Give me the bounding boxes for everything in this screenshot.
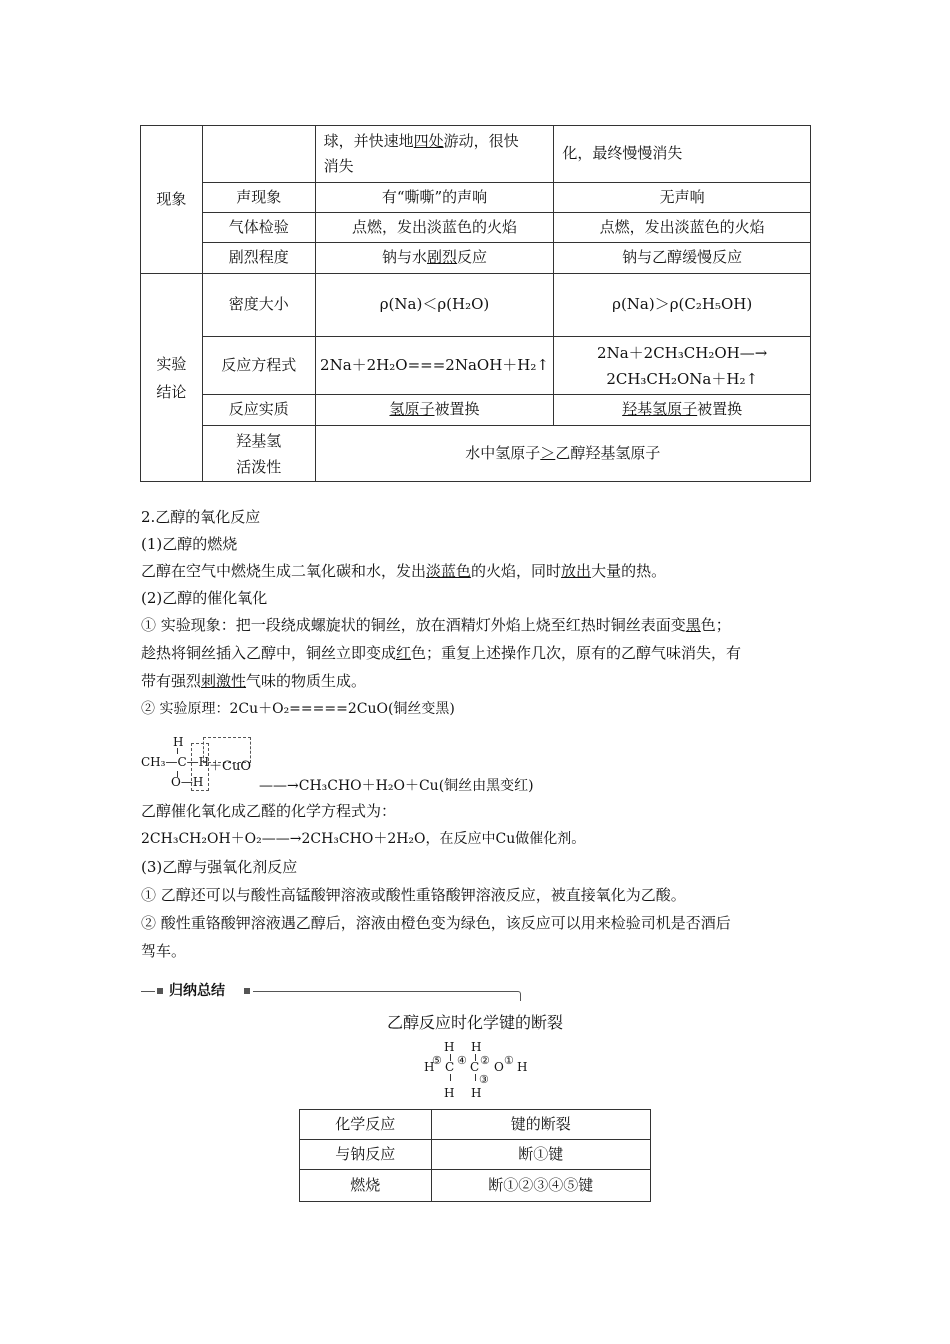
water-equation: 2Na＋2H₂O===2NaOH＋H₂↑ bbox=[315, 337, 554, 395]
bond-5-label: ⑤ bbox=[432, 1054, 442, 1067]
c-atom: C bbox=[470, 1060, 480, 1074]
principle-text: ② 实验原理：2Cu＋O₂=====2CuO(铜丝变黑) bbox=[141, 701, 455, 717]
ethanol-molecule bbox=[420, 1040, 540, 1102]
row-label: 羟基氢 活泼性 bbox=[202, 426, 315, 482]
bond-breaking-title: 乙醇反应时化学键的断裂 bbox=[386, 1013, 563, 1032]
h-atom: H bbox=[424, 1060, 435, 1074]
experiment-text: ① 实验现象：把一段绕成螺旋状的铜丝，放在酒精灯外焰上烧至红热时铜丝表面变黑色； bbox=[141, 616, 731, 634]
c-atom: C bbox=[445, 1060, 455, 1074]
bond-line bbox=[475, 1074, 476, 1081]
ethanol-cell: ρ(Na)＞ρ(C₂H₅OH) bbox=[554, 274, 811, 337]
bond-1-label: ① bbox=[504, 1054, 514, 1067]
sodium-water-motion: 球，并快速地四处游动，很快 消失 bbox=[315, 126, 554, 183]
product-text: ——→CH₃CHO＋H₂O＋Cu(铜丝由黑变红) bbox=[259, 778, 534, 794]
bond-line bbox=[450, 1074, 451, 1081]
ethanol-cell: 点燃，发出淡蓝色的火焰 bbox=[554, 213, 811, 243]
cuo-reagent: ＋CuO bbox=[209, 759, 251, 774]
water-cell: 氢原子被置换 bbox=[315, 395, 554, 426]
catalytic-equation: 2CH₃CH₂OH＋O₂——→2CH₃CHO＋2H₂O，在反应中Cu做催化剂。 bbox=[141, 831, 586, 847]
o-atom: O bbox=[494, 1060, 504, 1074]
rule-line bbox=[141, 991, 155, 992]
subsection-title: (3)乙醇与强氧化剂反应 bbox=[141, 858, 298, 876]
subsection-title: (1)乙醇的燃烧 bbox=[141, 535, 238, 553]
row-label: 气体检验 bbox=[202, 213, 315, 243]
sodium-ethanol-motion: 化，最终慢慢消失 bbox=[554, 126, 811, 183]
sodium-reaction-table bbox=[140, 125, 811, 482]
experiment-text: 趁热将铜丝插入乙醇中，铜丝立即变成红色；重复上述操作几次，原有的乙醇气味消失，有 bbox=[141, 644, 742, 662]
row-label: 反应实质 bbox=[202, 395, 315, 426]
ethanol-cell: 钠与乙醇缓慢反应 bbox=[554, 243, 811, 274]
combustion-text: 乙醇在空气中燃烧生成二氧化碳和水，发出淡蓝色的火焰，同时放出大量的热。 bbox=[141, 562, 667, 580]
square-icon bbox=[157, 988, 163, 994]
oxidant-text: ① 乙醇还可以与酸性高锰酸钾溶液或酸性重铬酸钾溶液反应，被直接氧化为乙酸。 bbox=[141, 886, 686, 904]
row-label: 声现象 bbox=[202, 183, 315, 213]
square-icon bbox=[244, 988, 250, 994]
phenomenon-label: 现象 bbox=[141, 126, 203, 274]
subsection-title: (2)乙醇的催化氧化 bbox=[141, 589, 268, 607]
summary-title: 归纳总结 bbox=[169, 983, 225, 999]
oh-group: O—H bbox=[171, 775, 204, 789]
header-cell: 键的断裂 bbox=[431, 1110, 650, 1140]
row-label: 密度大小 bbox=[202, 274, 315, 337]
oxidation-structure bbox=[141, 735, 561, 795]
equation-intro: 乙醇催化氧化成乙醛的化学方程式为： bbox=[141, 802, 397, 820]
conclusion-label: 实验 结论 bbox=[141, 274, 203, 482]
ch3-group: CH₃—C—H bbox=[141, 755, 210, 769]
water-cell: 有“嘶嘶”的声响 bbox=[315, 183, 554, 213]
h-atom: H bbox=[471, 1086, 482, 1100]
ethanol-cell: 无声响 bbox=[554, 183, 811, 213]
h-atom: H bbox=[471, 1040, 482, 1054]
summary-header bbox=[141, 984, 521, 1000]
row-label: 剧烈程度 bbox=[202, 243, 315, 274]
bond-breaking-table bbox=[299, 1109, 651, 1202]
bond-4-label: ④ bbox=[457, 1054, 467, 1067]
section-title: 2.乙醇的氧化反应 bbox=[141, 508, 261, 526]
empty-cell bbox=[202, 126, 315, 183]
h-atom: H bbox=[444, 1040, 455, 1054]
bond-line bbox=[177, 748, 178, 754]
rule-corner bbox=[517, 991, 521, 1001]
row-label: 反应方程式 bbox=[202, 337, 315, 395]
water-cell: 点燃，发出淡蓝色的火焰 bbox=[315, 213, 554, 243]
water-cell: 钠与水剧烈反应 bbox=[315, 243, 554, 274]
oxidant-text: ② 酸性重铬酸钾溶液遇乙醇后，溶液由橙色变为绿色，该反应可以用来检验司机是否酒后 bbox=[141, 914, 731, 932]
table-cell: 与钠反应 bbox=[300, 1140, 432, 1170]
table-cell: 断①键 bbox=[431, 1140, 650, 1170]
ethanol-cell: 羟基氢原子被置换 bbox=[554, 395, 811, 426]
bond-2-label: ② bbox=[480, 1054, 490, 1067]
h-atom: H bbox=[517, 1060, 528, 1074]
rule-line bbox=[253, 991, 517, 992]
header-cell: 化学反应 bbox=[300, 1110, 432, 1140]
h-atom: H bbox=[444, 1086, 455, 1100]
activity-comparison: 水中氢原子＞乙醇羟基氢原子 bbox=[315, 426, 810, 482]
table-cell: 燃烧 bbox=[300, 1170, 432, 1202]
h-atom: H bbox=[173, 735, 184, 749]
oxidant-text: 驾车。 bbox=[141, 942, 187, 960]
experiment-text: 带有强烈刺激性气味的物质生成。 bbox=[141, 672, 367, 690]
bond-3-label: ③ bbox=[479, 1073, 489, 1086]
water-cell: ρ(Na)＜ρ(H₂O) bbox=[315, 274, 554, 337]
ethanol-equation: 2Na＋2CH₃CH₂OH—→ 2CH₃CH₂ONa＋H₂↑ bbox=[554, 337, 811, 395]
table-cell: 断①②③④⑤键 bbox=[431, 1170, 650, 1202]
